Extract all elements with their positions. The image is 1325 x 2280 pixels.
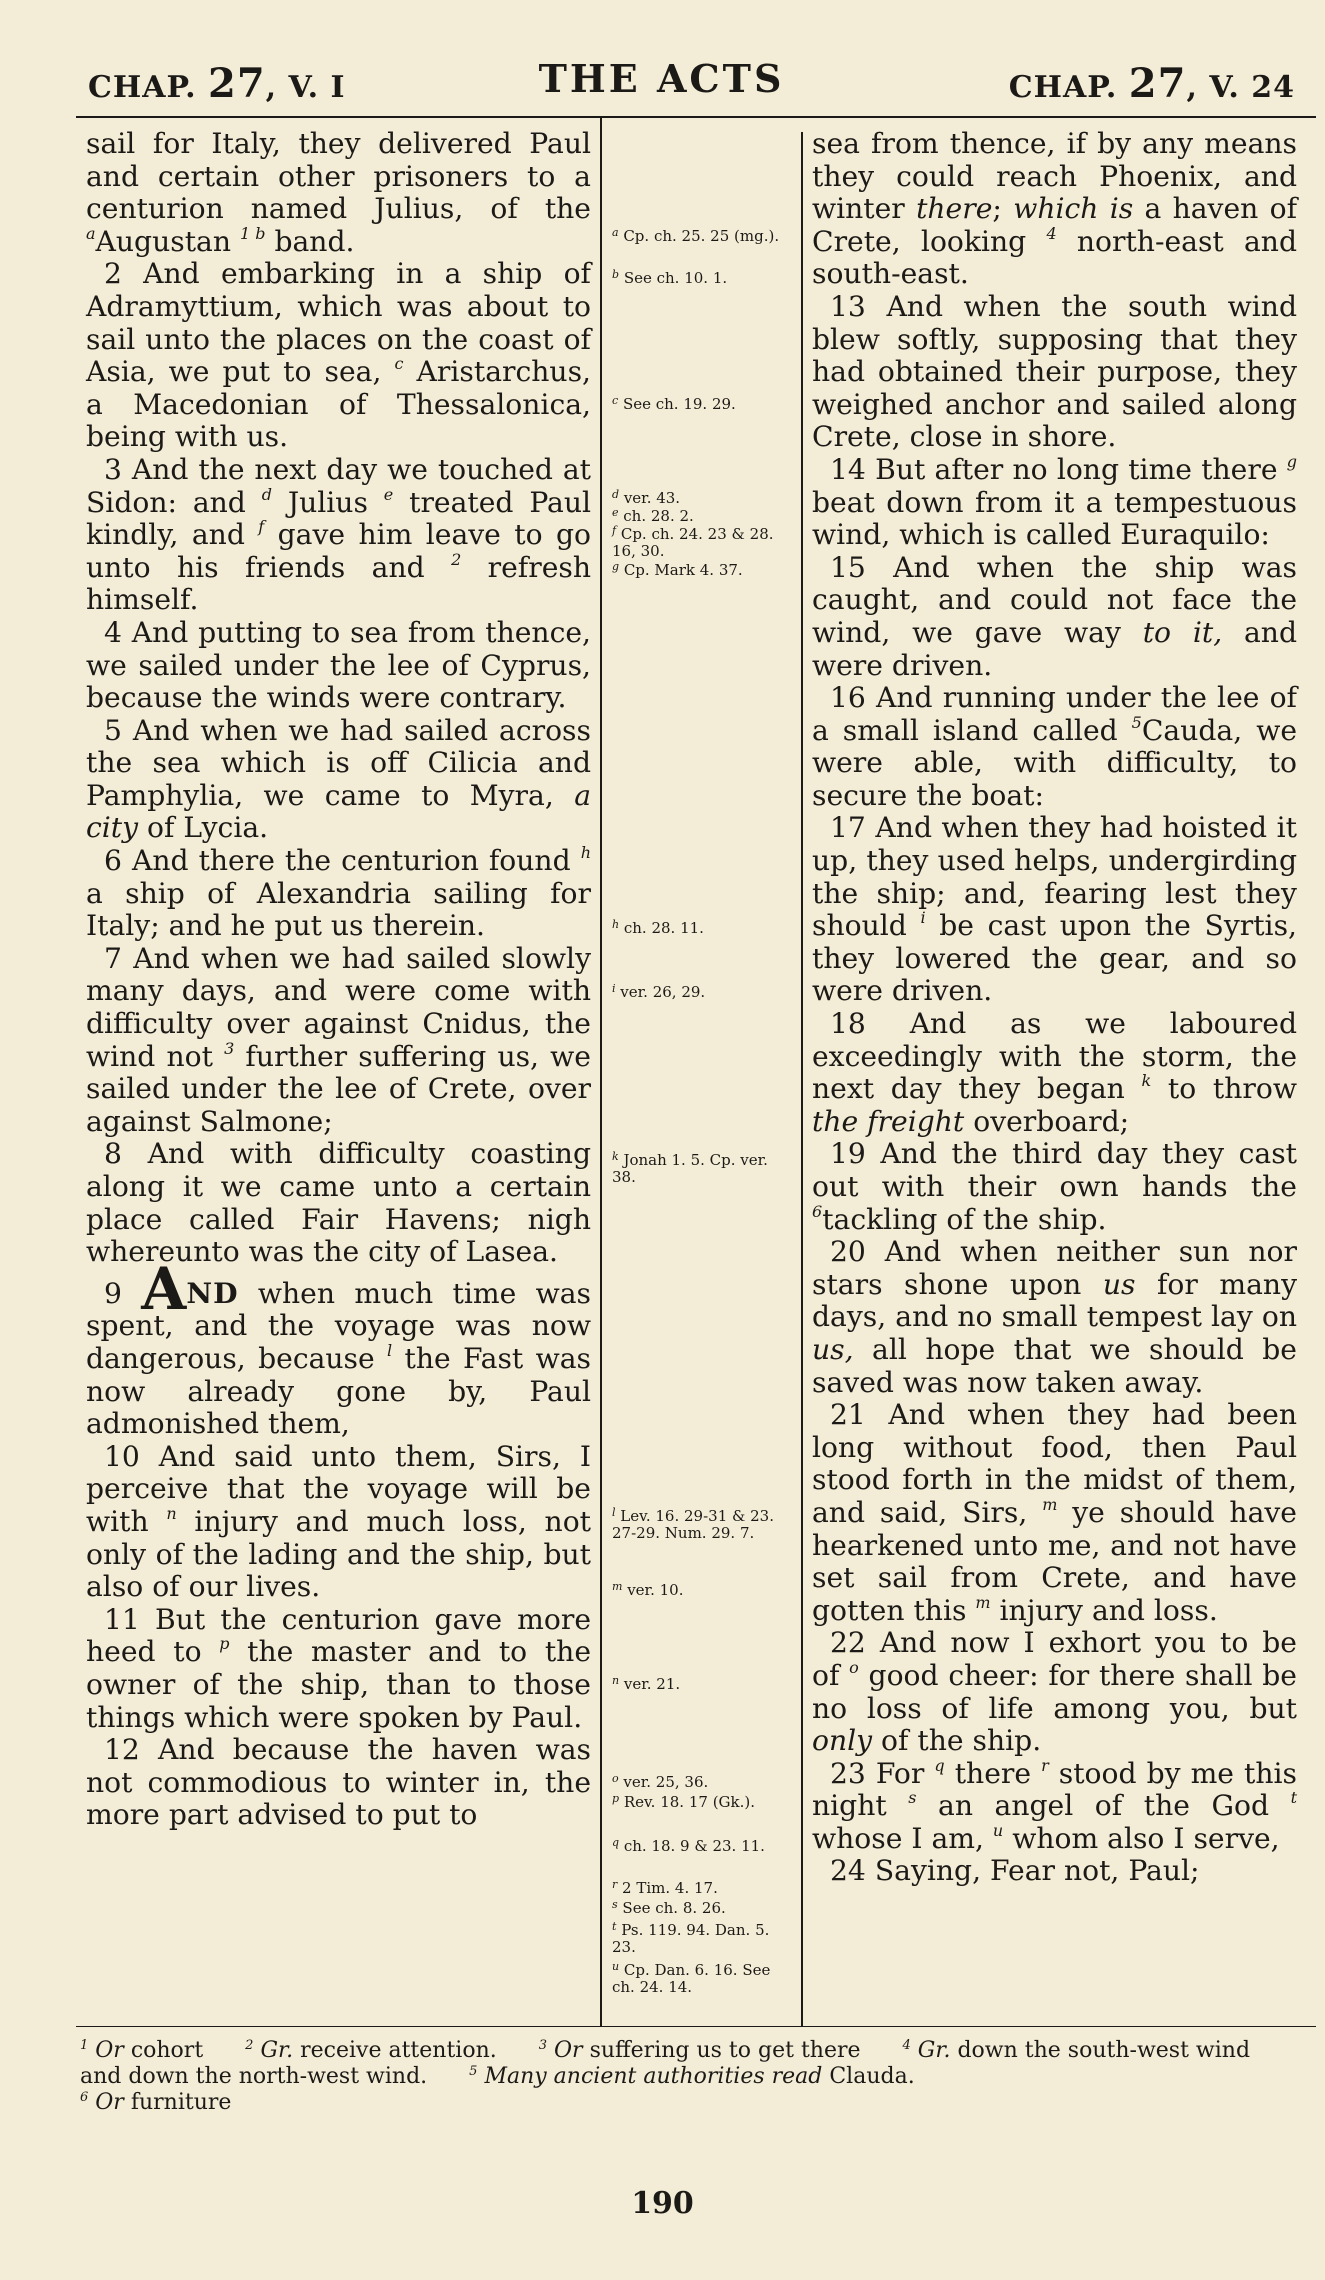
verse-label: , V. 24 (1186, 70, 1295, 105)
footnote: $^1$ Or cohort (80, 2038, 204, 2063)
cross-ref: $^h$ ch. 28. 11. (612, 918, 704, 937)
footnote: $^2$ Gr. receive attention. (245, 2038, 497, 2063)
verse-23: 23 For $^q$ there $^r$ stood by me this night $^s$ an angel of the God $^t$ whose I am, $^u$ whom also I serve, (812, 1755, 1298, 1855)
cross-ref: $^t$ Ps. 119. 94. Dan. 5. 23. (612, 1920, 770, 1956)
verse-18: 18 And as we laboured exceedingly with the storm, the next day they began $^k$ to throw the freight overboard; (812, 1007, 1297, 1138)
book-title: THE ACTS (538, 56, 785, 101)
cross-ref: $^q$ ch. 18. 9 & 23. 11. (612, 1836, 765, 1855)
verse-2: 2 And embarking in a ship of Adramyttium, which was about to sail unto the places on the coast of Asia, we put to sea, $^c$ Aristarchus, a Macedonian of Thessalonica, being with us. (86, 257, 591, 454)
cross-ref: $^n$ ver. 21. (612, 1674, 681, 1693)
cross-ref: $^g$ Cp. Mark 4. 37. (612, 560, 743, 579)
drop-cap: A (141, 1254, 187, 1323)
running-head (88, 52, 1295, 112)
footnote-rule (76, 2026, 1316, 2027)
verse-12: 12 And because the haven was not commodious to winter in, the more part advised to put to (86, 1733, 591, 1832)
verse-4: 4 And putting to sea from thence, we sailed under the lee of Cyprus, because the winds were contrary. (86, 615, 591, 715)
chap-number: 27 (208, 60, 266, 107)
footnotes (80, 2038, 1295, 2116)
footnote: $^4$ Gr. down the south-west wind and down the north-west wind. (80, 2038, 1251, 2089)
verse-14: 14 But after no long time there $^g$ beat down from it a tempestuous wind, which is called Euraquilo: (812, 451, 1297, 552)
verse-7: 7 And when we had sailed slowly many days, and were come with difficulty over against Cnidus, the wind not $^3$ further suffering us, we sailed under the lee of Crete, over against Salmone; (86, 941, 591, 1138)
verse-continuation: sea from thence, if by any means they could reach Phoenix, and winter there; which is a haven of Crete, looking $^4$ north-east and south-east. (812, 127, 1298, 291)
cross-ref: $^e$ ch. 28. 2. (612, 506, 694, 525)
footnote: $^5$ Many ancient authorities read Clauda. (469, 2064, 915, 2089)
cross-ref: $^d$ ver. 43. (612, 488, 681, 507)
verse-9: 9 AND when much time was spent, and the voyage was now dangerous, because $^l$ the Fast was now already gone by, Paul admonished them, (86, 1254, 591, 1441)
cross-ref: $^u$ Cp. Dan. 6. 16. See ch. 24. 14. (612, 1960, 771, 1996)
verse-24: 24 Saying, Fear not, Paul; (830, 1854, 1200, 1888)
verse-6: 6 And there the centurion found $^h$ a ship of Alexandria sailing for Italy; and he put us therein. (86, 843, 591, 943)
verse-label: , V. I (265, 70, 346, 105)
verse-continuation: sail for Italy, they delivered Paul and certain other prisoners to a centurion named Julius, of the $^a$Augustan $^{1 b}$ band. (86, 127, 591, 258)
verse-19: 19 And the third day they cast out with their own hands the $^6$tackling of the ship. (812, 1137, 1297, 1236)
verse-22: 22 And now I exhort you to be of $^o$ good cheer: for there shall be no loss of life among you, but only of the ship. (812, 1626, 1297, 1758)
verse-13: 13 And when the south wind blew softly, supposing that they had obtained their purpose, they weighed anchor and sailed along Crete, close in shore. (812, 289, 1297, 454)
column-divider-left (600, 118, 602, 2026)
cross-ref: $^p$ Rev. 18. 17 (Gk.). (612, 1792, 756, 1811)
cross-ref: $^b$ See ch. 10. 1. (612, 268, 728, 287)
verse-21: 21 And when they had been long without food, then Paul stood forth in the midst of them, and said, Sirs, $^m$ ye should have hearkened unto me, and not have set sail from Crete, and have gotten this $^m$ injury and loss. (812, 1398, 1297, 1627)
verse-10: 10 And said unto them, Sirs, I perceive that the voyage will be with $^n$ injury and much loss, not only of the lading and the ship, but also of our lives. (86, 1439, 591, 1604)
cross-ref: $^s$ See ch. 8. 26. (612, 1898, 726, 1917)
verse-20: 20 And when neither sun nor stars shone upon us for many days, and no small tempest lay on us, all hope that we should be saved was now taken away. (812, 1235, 1297, 1399)
verse-16: 16 And running under the lee of a small island called $^5$Cauda, we were able, with difficulty, to secure the boat: (812, 681, 1297, 812)
text-column-right (812, 128, 1297, 1888)
header-rule (76, 116, 1316, 118)
verse-11: 11 But the centurion gave more heed to $^p$ the master and to the owner of the ship, than to those things which were spoken by Paul. (86, 1602, 591, 1734)
column-divider-right (801, 132, 803, 2026)
cross-ref: $^c$ See ch. 19. 29. (612, 394, 736, 413)
chap-label: CHAP. (1008, 70, 1118, 105)
verse-15: 15 And when the ship was caught, and could not face the wind, we gave way to it, and were driven. (812, 550, 1298, 682)
text-column-left (86, 128, 591, 1832)
footnote: $^3$ Or suffering us to get there (538, 2038, 861, 2063)
page-number: 190 (631, 2186, 694, 2221)
chapter-verse-right (1009, 60, 1295, 107)
cross-ref: $^a$ Cp. ch. 25. 25 (mg.). (612, 226, 780, 245)
cross-ref: $^l$ Lev. 16. 29-31 & 23. 27-29. Num. 29. 7. (612, 1506, 774, 1542)
cross-ref: $^o$ ver. 25, 36. (612, 1772, 709, 1791)
verse-5: 5 And when we had sailed across the sea which is off Cilicia and Pamphylia, we came to Myra, a city of Lycia. (86, 713, 591, 845)
verse-17: 17 And when they had hoisted it up, they used helps, undergirding the ship; and, fearing lest they should $^i$ be cast upon the Syrtis, they lowered the gear, and so were driven. (812, 811, 1297, 1008)
verse-3: 3 And the next day we touched at Sidon: and $^d$ Julius $^e$ treated Paul kindly, and $^f$ gave him leave to go unto his friends and $^2$ refresh himself. (86, 452, 591, 617)
footnote: $^6$ Or furniture (80, 2090, 232, 2115)
cross-ref: $^r$ 2 Tim. 4. 17. (612, 1878, 718, 1897)
cross-ref: $^f$ Cp. ch. 24. 23 & 28. 16, 30. (612, 524, 774, 560)
cross-ref: $^m$ ver. 10. (612, 1580, 684, 1599)
cross-ref: $^i$ ver. 26, 29. (612, 982, 706, 1001)
chap-label: CHAP. (88, 70, 197, 105)
chap-number: 27 (1128, 60, 1187, 107)
cross-ref: $^k$ Jonah 1. 5. Cp. ver. 38. (612, 1150, 768, 1186)
verse-8: 8 And with difficulty coasting along it we came unto a certain place called Fair Havens; nigh whereunto was the city of Lasea. (86, 1137, 591, 1269)
